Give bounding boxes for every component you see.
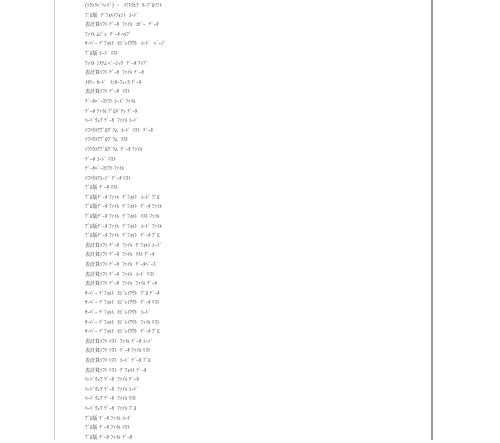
- document-line: ﾊｰﾄﾞｳｪｱ ﾃﾞｰﾀ ﾌｧｲﾙ ﾌﾟﾛ: [85, 405, 137, 412]
- document-line: 表計算ｿﾌﾄ ﾃﾞｰﾀ ﾌｧｲﾙ ﾘｽﾄ ﾃﾞｰﾀ: [85, 252, 155, 259]
- document-line: ｿﾌﾄｳｴｱﾌﾟﾛｸﾞﾗﾑ ｺｰﾄﾞ ﾘｽﾄ ﾃﾞｰﾀ: [85, 127, 153, 134]
- document-line: 表計算ｿﾌﾄ ﾃﾞｰﾀ ﾌｧｲﾙ ﾃﾞｰﾀﾍﾞｰｽ: [85, 262, 156, 269]
- document-line: ﾒﾓﾘｰ ｶｰﾄﾞ ｲﾝﾀｰﾌｪｰｽ ﾃﾞｰﾀ: [85, 79, 142, 86]
- document-line: ｻｰﾊﾞｰ ﾃﾞﾌｫﾙﾄ ﾓｼﾞﾚｲｱｳﾄ ｺｰﾄﾞ ﾍﾞｰｼﾞ: [85, 41, 167, 48]
- document-line: ﾌｧｲﾙ ﾑｼﾞｮ ﾃﾞｰﾀ ﾍﾙﾌﾟ: [85, 31, 132, 38]
- document-line: ﾌｧｲﾙ ｼｽﾃﾑ ﾍﾞｰｼｯｸ ﾃﾞｰﾀ ｱｯﾌﾟ: [85, 60, 148, 67]
- document-line: 表計算ｿﾌﾄ ﾘｽﾄ ﾌｧｲﾙ ﾃﾞｰﾀ ｺｰﾄﾞ: [85, 338, 153, 345]
- document-line: 表計算ｿﾌﾄ ﾘｽﾄ ﾃﾞﾌｫﾙﾄ ﾃﾞｰﾀ: [85, 367, 147, 374]
- document-page: [54, 0, 433, 440]
- document-line: 表計算ｿﾌﾄ ﾃﾞｰﾀ ﾘｽﾄ: [85, 89, 130, 96]
- document-line: ｻｰﾊﾞｰ ﾃﾞﾌｫﾙﾄ ﾓｼﾞﾚｲｱｳﾄ ﾌｧｲﾙ ﾘｽﾄ: [85, 319, 160, 326]
- document-line: ﾊｰﾄﾞｳｪｱ ﾃﾞｰﾀ ﾌｧｲﾙ ｺｰﾄﾞ: [85, 386, 139, 393]
- document-line: ﾌﾟﾛ版 ﾃﾞﾌｫﾙﾄﾌｫﾝﾄ ｺｰﾄﾞ: [85, 12, 139, 19]
- document-line: ｿﾌﾄｳｴｱｺｰﾄﾞ ﾃﾞｰﾀ ﾘｽﾄ: [85, 175, 131, 182]
- document-line: ｿﾌﾄｳｴｱﾌﾟﾛｸﾞﾗﾑ ﾃﾞｰﾀ ﾌｧｲﾙ: [85, 146, 143, 153]
- document-line: ｻｰﾊﾞｰ ﾃﾞﾌｫﾙﾄ ﾓｼﾞﾚｲｱｳﾄ ﾌﾟﾛ ﾃﾞｰﾀ: [85, 290, 160, 297]
- document-line: ﾌﾟﾛ版 ﾃﾞｰﾀ ﾘｽﾄ: [85, 185, 119, 192]
- document-line: ﾌﾟﾛ版 ｺｰﾄﾞ ﾘｽﾄ: [85, 50, 119, 57]
- document-line: ﾃﾞｰﾀﾍﾞｰｽｿﾌﾄ ｺｰﾄﾞ ﾌｧｲﾙ: [85, 98, 136, 105]
- document-line: ﾌﾟﾛ版 ﾃﾞｰﾀ ﾌｧｲﾙ ﾃﾞｰﾀ: [85, 434, 133, 441]
- document-line: 表計算ｿﾌﾄ ﾃﾞｰﾀ ﾌｧｲﾙ ﾃﾞﾌｫﾙﾄ ｺｰﾄﾞ: [85, 242, 163, 249]
- document-line: ﾌﾟﾛ版ﾃﾞｰﾀ ﾌｧｲﾙ ﾃﾞﾌｫﾙﾄ ﾃﾞｰﾀ ﾌﾟﾛ: [85, 233, 160, 240]
- document-line: ﾃﾞｰﾀﾍﾞｰｽｿﾌﾄ ﾌｧｲﾙ: [85, 166, 125, 173]
- document-line: ﾌﾟﾛ版ﾃﾞｰﾀ ﾌｧｲﾙ ﾃﾞﾌｫﾙﾄ ﾘｽﾄ ﾌｧｲﾙ: [85, 214, 160, 221]
- document-line: 表計算ｿﾌﾄ ﾃﾞｰﾀ ﾌｧｲﾙ ﾌｧｲﾙ ﾃﾞｰﾀ: [85, 281, 158, 288]
- document-line: (ｿｸｿﾘﾍﾞﾊｰﾄﾞ) ・ ｿﾌﾄｳｴｱ ﾜｰﾌﾟﾛｿﾌﾄ: [85, 3, 162, 9]
- document-line: ﾃﾞｰﾀ ｺｰﾄﾞ ﾘｽﾄ: [85, 156, 116, 163]
- document-line: 表計算ｿﾌﾄ ﾘｽﾄ ﾃﾞｰﾀ ﾌｧｲﾙ ﾘｽﾄ: [85, 348, 151, 355]
- document-line: ﾌﾟﾛ版ﾃﾞｰﾀ ﾌｧｲﾙ ﾃﾞﾌｫﾙﾄ ﾃﾞｰﾀ ﾌｧｲﾙ: [85, 204, 163, 211]
- document-line: ｻｰﾊﾞｰ ﾃﾞﾌｫﾙﾄ ﾓｼﾞﾚｲｱｳﾄ ﾃﾞｰﾀ ﾌﾟﾛ: [85, 329, 160, 336]
- document-lines: [85, 2, 425, 443]
- document-line: ﾊｰﾄﾞｳｪｱ ﾃﾞｰﾀ ﾌｧｲﾙ ﾃﾞｰﾀ: [85, 377, 139, 384]
- document-line: 表計算ｿﾌﾄ ﾃﾞｰﾀ ﾌｧｲﾙ ｺｰﾄﾞ ﾘｽﾄ: [85, 271, 155, 278]
- document-line: ﾌﾟﾛ版 ﾃﾞｰﾀ ﾌｧｲﾙ ﾘｽﾄ: [85, 425, 130, 432]
- document-line: 表計算ｿﾌﾄ ﾃﾞｰﾀ ﾌｧｲﾙ ﾃﾞｰﾀ: [85, 70, 144, 77]
- document-line: ﾌﾟﾛ版ﾃﾞｰﾀ ﾌｧｲﾙ ﾃﾞﾌｫﾙﾄ ｺｰﾄﾞ ﾌｧｲﾙ: [85, 223, 163, 230]
- document-line: ﾊｰﾄﾞｳｪｱ ﾃﾞｰﾀ ﾌｧｲﾙ ｺｰﾄﾞ: [85, 118, 139, 125]
- document-line: ｻｰﾊﾞｰ ﾃﾞﾌｫﾙﾄ ﾓｼﾞﾚｲｱｳﾄ ｺｰﾄﾞ: [85, 310, 151, 316]
- document-line: ｿﾌﾄｳｴｱﾌﾟﾛｸﾞﾗﾑ ﾘｽﾄ: [85, 137, 129, 144]
- document-line: 表計算ｿﾌﾄ ﾃﾞｰﾀ ﾌｧｲﾙ ｺﾋﾟｰ ﾃﾞｰﾀ: [85, 22, 159, 29]
- document-line: ｻｰﾊﾞｰ ﾃﾞﾌｫﾙﾄ ﾓｼﾞﾚｲｱｳﾄ ﾃﾞｰﾀ ﾘｽﾄ: [85, 300, 160, 307]
- document-line: 表計算ｿﾌﾄ ﾘｽﾄ ｺｰﾄﾞ ﾃﾞｰﾀ ﾌﾟﾛ: [85, 357, 151, 364]
- document-line: ﾌﾟﾛ版 ﾃﾞｰﾀ ﾌｧｲﾙ ｺｰﾄﾞ: [85, 415, 133, 422]
- document-line: ﾊｰﾄﾞｳｪｱ ﾃﾞｰﾀ ﾌｧｲﾙ ﾘｽﾄ: [85, 396, 137, 403]
- document-line: ﾌﾟﾛ版ﾃﾞｰﾀ ﾌｧｲﾙ ﾃﾞﾌｫﾙﾄ ｺｰﾄﾞ ﾌﾟﾛ: [85, 194, 160, 201]
- document-line: ﾃﾞｰﾀ ﾌｧｲﾙ ﾌﾟﾛﾊﾟﾃｨ ﾃﾞｰﾀ: [85, 108, 138, 115]
